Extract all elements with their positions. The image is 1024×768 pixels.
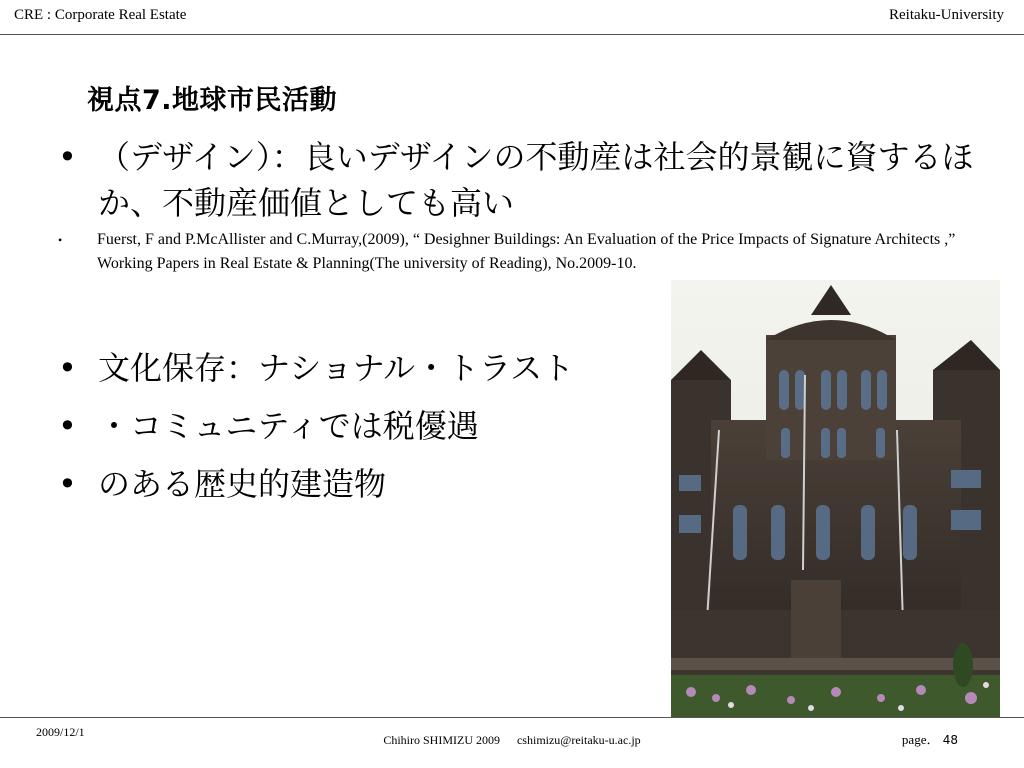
bullet-marker: • — [58, 349, 77, 387]
bullet-text: 文化保存：ナショナル・トラスト — [98, 349, 575, 387]
footer-page — [902, 729, 958, 748]
footer-date: 2009/12/1 — [36, 725, 85, 739]
page-number: 48 — [942, 733, 958, 747]
bullet-marker: • — [58, 138, 77, 176]
bullet-cultural-preservation — [58, 345, 638, 391]
footer-email: cshimizu@reitaku-u.ac.jp — [516, 733, 641, 747]
page-label: page． — [901, 732, 940, 747]
citation-text: Fuerst, F and P.McAllister and C.Murray,(2009), “ Desighner Buildings: An Evaluation of the Price Impacts of Signature Architects ,” Working Papers in Real Estate & Planning(The university of Reading), No.2009-10. — [97, 231, 956, 272]
footer-author: Chihiro SHIMIZU 2009 — [383, 733, 500, 747]
bullet-tax-incentive — [58, 403, 638, 449]
header-divider — [0, 34, 1024, 35]
bullet-text: （デザイン）：良いデザインの不動産は社会的景観に資するほか、不動産価値としても高い — [98, 138, 974, 222]
bullet-text: ・コミュニティでは税優遇 — [98, 407, 479, 445]
slide-title: 視点7.地球市民活動 — [87, 85, 338, 116]
reference-citation — [58, 228, 1003, 276]
header-left-text: CRE : Corporate Real Estate — [14, 7, 187, 23]
bullet-historic-buildings — [58, 461, 638, 507]
bullet-marker: • — [58, 233, 63, 247]
bullet-text: のある歴史的建造物 — [98, 465, 387, 503]
footer-author-line — [0, 733, 1024, 748]
header-right-text: Reitaku-University — [889, 7, 1004, 23]
bullet-marker: • — [58, 465, 77, 503]
bullet-marker: • — [58, 407, 77, 445]
footer-divider — [0, 717, 1024, 718]
historic-building-photo — [671, 280, 1000, 717]
bullet-design — [58, 134, 1008, 226]
